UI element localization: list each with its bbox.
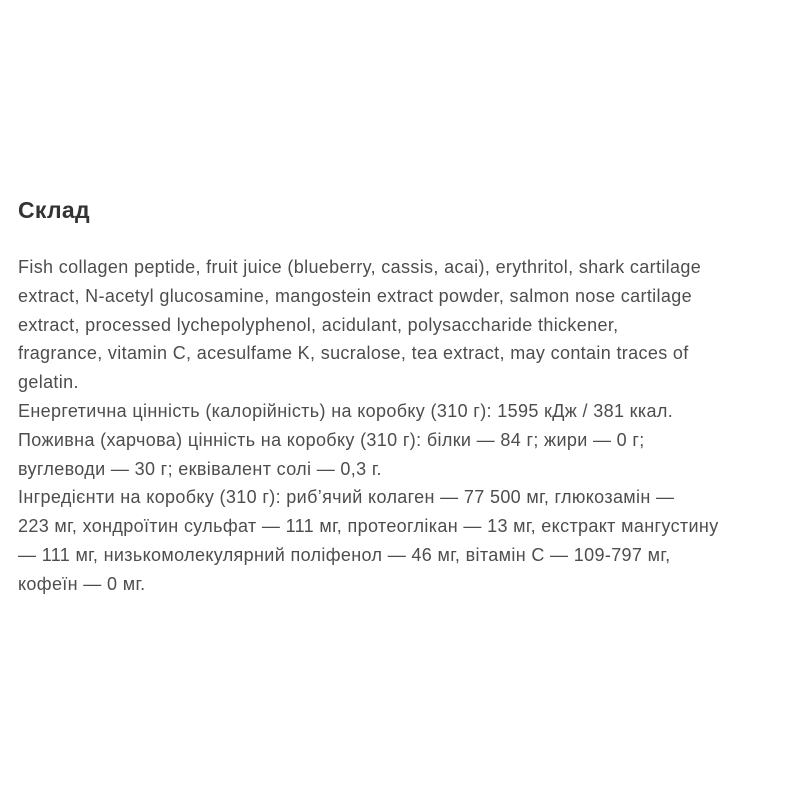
composition-text-line: Інгредієнти на коробку (310 г): риб’ячий колаген — 77 500 мг, глюкозамін — bbox=[18, 487, 675, 508]
composition-text-line: extract, N-acetyl glucosamine, mangostein extract powder, salmon nose cartilage bbox=[18, 285, 692, 306]
composition-text-line: кофеїн — 0 мг. bbox=[18, 573, 146, 594]
composition-text-line: extract, processed lychepolyphenol, acidulant, polysaccharide thickener, bbox=[18, 314, 619, 335]
section-heading-sklad: Склад bbox=[18, 197, 90, 223]
composition-text-line: Енергетична цінність (калорійність) на коробку (310 г): 1595 кДж / 381 ккал. bbox=[18, 400, 674, 421]
composition-text-line: — 111 мг, низькомолекулярний поліфенол — 46 мг, вітамін С — 109-797 мг, bbox=[18, 544, 671, 565]
composition-text-line: Поживна (харчова) цінність на коробку (310 г): білки — 84 г; жири — 0 г; bbox=[18, 429, 645, 450]
composition-text-line: 223 мг, хондроїтин сульфат — 111 мг, протеоглікан — 13 мг, екстракт мангустину bbox=[18, 516, 719, 537]
composition-text-line: Fish collagen peptide, fruit juice (blueberry, cassis, acai), erythritol, shark cartilage bbox=[18, 257, 702, 277]
composition-text-line: fragrance, vitamin C, acesulfame K, sucralose, tea extract, may contain traces of bbox=[18, 343, 689, 364]
composition-text-line: gelatin. bbox=[18, 372, 79, 393]
composition-text-line: вуглеводи — 30 г; еквівалент солі — 0,3 г. bbox=[18, 458, 382, 479]
composition-section bbox=[18, 196, 786, 599]
composition-text-block bbox=[18, 253, 786, 599]
